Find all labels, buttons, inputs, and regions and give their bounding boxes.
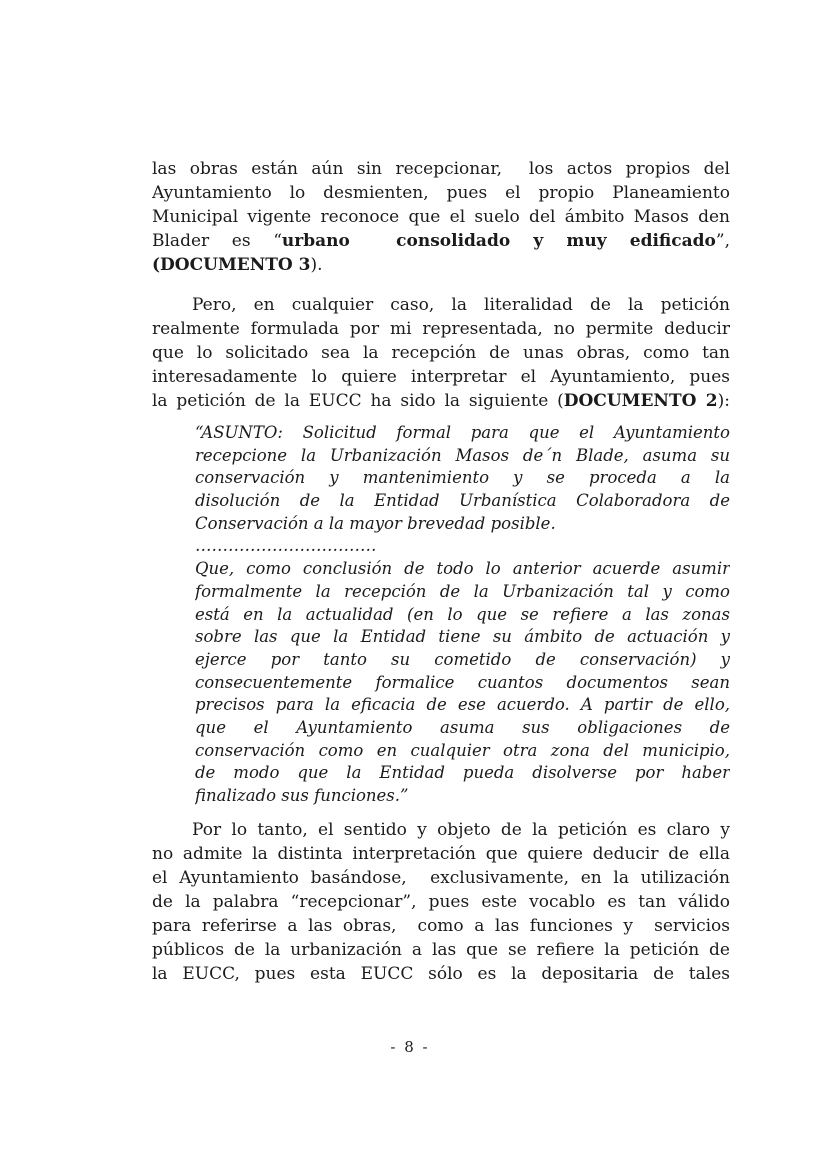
text-line xyxy=(195,762,730,785)
text-segment: está en la actualidad (en lo que se refiere a las zonas xyxy=(195,604,730,624)
text-line xyxy=(152,914,730,938)
text-line xyxy=(195,672,730,695)
text-segment: Que, como conclusión de todo lo anterior acuerde asumir xyxy=(195,559,730,579)
paragraph-pero xyxy=(152,293,730,413)
quote-block xyxy=(152,422,730,808)
text-segment: precisos para la eficacia de ese acuerdo. A partir de ello, xyxy=(195,695,730,715)
text-line xyxy=(152,962,730,986)
text-line xyxy=(195,604,730,627)
text-line xyxy=(195,467,730,490)
text-line xyxy=(152,229,730,253)
text-segment: ): xyxy=(717,391,730,411)
text-segment: las obras están aún sin recepcionar, los actos propios del xyxy=(152,159,730,179)
text-column xyxy=(152,157,730,986)
text-line xyxy=(195,535,730,558)
text-line xyxy=(152,389,730,413)
text-segment: ejerce por tanto su cometido de conservación) y xyxy=(195,649,730,669)
text-line xyxy=(195,717,730,740)
bold-text-segment: urbano consolidado y muy edificado xyxy=(281,231,716,251)
text-line xyxy=(152,890,730,914)
text-segment: Municipal vigente reconoce que el suelo del ámbito Masos den xyxy=(152,207,730,227)
text-segment: “ASUNTO: Solicitud formal para que el Ayuntamiento xyxy=(195,423,730,442)
text-line xyxy=(195,740,730,763)
text-segment: Por lo tanto, el sentido y objeto de la petición es claro y xyxy=(192,819,730,840)
text-segment: Pero, en cualquier caso, la literalidad de la petición xyxy=(192,295,730,315)
text-line xyxy=(152,157,730,181)
text-line xyxy=(152,181,730,205)
text-segment: disolución de la Entidad Urbanística Colaboradora de xyxy=(195,491,730,511)
text-segment: el Ayuntamiento basándose, exclusivamente, en la utilización xyxy=(152,867,730,888)
paragraph-continuation xyxy=(152,157,730,277)
text-segment: de modo que la Entidad pueda disolverse por haber xyxy=(195,763,730,783)
text-line xyxy=(195,581,730,604)
bold-text-segment: DOCUMENTO 3 xyxy=(160,255,311,275)
text-line xyxy=(152,341,730,365)
text-segment: que lo solicitado sea la recepción de unas obras, como tan xyxy=(152,343,730,363)
text-segment: la petición de la EUCC ha sido la siguiente ( xyxy=(152,391,564,411)
text-line xyxy=(195,558,730,581)
text-line xyxy=(152,205,730,229)
text-segment: finalizado sus funciones.” xyxy=(195,786,409,805)
text-segment: públicos de la urbanización a las que se refiere la petición de xyxy=(152,939,730,960)
text-line xyxy=(152,253,730,277)
text-line xyxy=(195,513,730,536)
paragraph-por-lo-tanto xyxy=(152,818,730,986)
text-segment: interesadamente lo quiere interpretar el Ayuntamiento, pues xyxy=(152,367,730,387)
text-line xyxy=(152,818,730,842)
text-segment: que el Ayuntamiento asuma sus obligaciones de xyxy=(195,717,730,737)
text-segment: ). xyxy=(310,255,323,275)
text-line xyxy=(152,866,730,890)
text-line xyxy=(195,649,730,672)
page-number: - 8 - xyxy=(390,1038,430,1056)
bold-text-segment: ( xyxy=(152,255,161,275)
text-line xyxy=(195,626,730,649)
text-segment: realmente formulada por mi representada, no permite deducir xyxy=(152,319,730,339)
text-line xyxy=(195,785,730,808)
text-segment: Conservación a la mayor brevedad posible. xyxy=(195,513,556,533)
text-segment: ”, xyxy=(715,231,730,251)
text-segment: conservación y mantenimiento y se proceda a la xyxy=(195,468,730,488)
text-line xyxy=(152,293,730,317)
text-segment: Blader es “ xyxy=(152,231,282,251)
text-line xyxy=(152,842,730,866)
text-line xyxy=(195,445,730,468)
text-line xyxy=(152,317,730,341)
text-segment: de la palabra “recepcionar”, pues este vocablo es tan válido xyxy=(152,891,730,912)
text-line xyxy=(195,490,730,513)
text-segment: sobre las que la Entidad tiene su ámbito de actuación y xyxy=(195,627,730,647)
text-segment: consecuentemente formalice cuantos documentos sean xyxy=(195,672,730,692)
text-segment: la EUCC, pues esta EUCC sólo es la depositaria de tales xyxy=(152,963,730,984)
bold-text-segment: DOCUMENTO 2 xyxy=(563,391,718,411)
text-segment: conservación como en cualquier otra zona del municipio, xyxy=(195,740,730,760)
text-segment: …………………………… xyxy=(195,536,377,556)
text-line xyxy=(195,694,730,717)
text-segment: no admite la distinta interpretación que quiere deducir de ella xyxy=(152,843,730,864)
text-segment: para referirse a las obras, como a las funciones y servicios xyxy=(152,915,730,936)
text-segment: formalmente la recepción de la Urbanización tal y como xyxy=(195,581,730,601)
text-segment: recepcione la Urbanización Masos de´n Blade, asuma su xyxy=(195,445,730,465)
text-line xyxy=(152,938,730,962)
text-line xyxy=(195,422,730,445)
text-line xyxy=(152,365,730,389)
text-segment: Ayuntamiento lo desmienten, pues el propio Planeamiento xyxy=(152,183,730,203)
